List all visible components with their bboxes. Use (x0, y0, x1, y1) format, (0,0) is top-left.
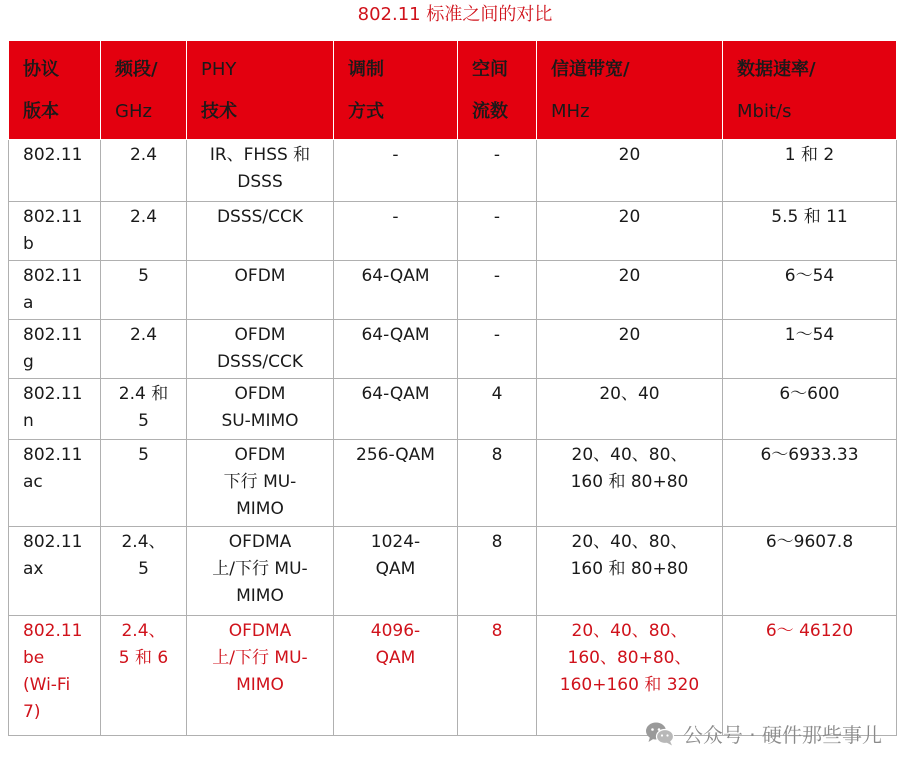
cell-modulation (334, 140, 458, 202)
cell-text-line: 4096- (370, 621, 421, 641)
cell-text-line: 上/下行 MU- (212, 648, 308, 668)
cell-text-line: 802.11 (23, 325, 83, 345)
cell-protocol-version (9, 202, 101, 261)
cell-phy (187, 320, 334, 379)
cell-text-line: OFDM (234, 266, 286, 286)
cell-text-line: IR、FHSS 和 (209, 145, 311, 165)
cell-spatial-streams (458, 440, 537, 527)
cell-text-line: SU-MIMO (221, 411, 299, 431)
cell-band (101, 202, 187, 261)
cell-text-line: 1024- (370, 532, 421, 552)
cell-modulation (334, 320, 458, 379)
cell-spatial-streams (458, 527, 537, 616)
cell-text-line: 802.11 (23, 445, 83, 465)
header-channel-bandwidth: 信道带宽/ MHz (537, 41, 723, 140)
cell-text-line: QAM (375, 648, 416, 668)
cell-text-line: 6～600 (779, 384, 840, 404)
cell-text-line: - (493, 145, 501, 165)
cell-phy (187, 202, 334, 261)
cell-text-line: 20、40 (599, 384, 660, 404)
cell-channel-bandwidth (537, 320, 723, 379)
cell-text-line: 8 (491, 445, 503, 465)
cell-text-line: n (23, 411, 34, 431)
cell-phy (187, 440, 334, 527)
cell-text-line: 5 (138, 559, 149, 579)
cell-modulation (334, 440, 458, 527)
cell-text-line: 6～54 (784, 266, 835, 286)
cell-text-line: 802.11 (23, 621, 83, 641)
cell-text-line: 20、40、80、 (571, 445, 688, 465)
cell-spatial-streams (458, 261, 537, 320)
cell-text-line: a (23, 293, 34, 313)
cell-text-line: 2.4 (129, 145, 158, 165)
cell-channel-bandwidth (537, 379, 723, 440)
cell-text-line: ax (23, 559, 44, 579)
cell-text-line: 8 (491, 621, 503, 641)
cell-text-line: 2.4 (129, 207, 158, 227)
cell-text-line: 20 (618, 266, 641, 286)
cell-text-line: 2.4、 (121, 532, 166, 552)
cell-text-line: (Wi-Fi (23, 675, 71, 695)
cell-text-line: 2.4、 (121, 621, 166, 641)
table-row (9, 616, 897, 736)
cell-phy (187, 261, 334, 320)
cell-data-rate (723, 320, 897, 379)
cell-text-line: - (392, 207, 399, 227)
cell-text-line: 2.4 (129, 325, 158, 345)
cell-text-line: 20 (618, 325, 641, 345)
cell-text-line: 20 (618, 207, 641, 227)
cell-text-line: 1～54 (784, 325, 835, 345)
cell-text-line: 6～9607.8 (765, 532, 854, 552)
cell-spatial-streams (458, 320, 537, 379)
cell-channel-bandwidth (537, 261, 723, 320)
table-header-row (9, 41, 897, 140)
cell-text-line: 802.11 (23, 145, 83, 165)
cell-text-line: 6～6933.33 (760, 445, 859, 465)
cell-modulation (334, 202, 458, 261)
cell-text-line: MIMO (236, 586, 284, 606)
cell-band (101, 261, 187, 320)
cell-band (101, 320, 187, 379)
cell-text-line: g (23, 352, 34, 372)
cell-channel-bandwidth (537, 202, 723, 261)
cell-text-line: b (23, 234, 34, 254)
cell-text-line: OFDMA (228, 532, 292, 552)
cell-protocol-version (9, 320, 101, 379)
cell-text-line: - (493, 266, 501, 286)
cell-text-line: 上/下行 MU- (212, 559, 308, 579)
watermark-text: 公众号 · 硬件那些事儿 (682, 723, 882, 747)
cell-protocol-version (9, 140, 101, 202)
cell-text-line: 4 (491, 384, 503, 404)
cell-text-line: 64-QAM (361, 325, 430, 345)
cell-protocol-version (9, 527, 101, 616)
cell-spatial-streams (458, 140, 537, 202)
cell-text-line: 64-QAM (361, 266, 430, 286)
cell-channel-bandwidth (537, 440, 723, 527)
header-data-rate: 数据速率/ Mbit/s (723, 41, 897, 140)
cell-phy (187, 527, 334, 616)
cell-data-rate (723, 527, 897, 616)
cell-text-line: OFDM (234, 325, 286, 345)
table-row (9, 261, 897, 320)
cell-modulation (334, 379, 458, 440)
cell-text-line: be (23, 648, 45, 668)
cell-text-line: OFDM (234, 384, 286, 404)
cell-text-line: 802.11 (23, 532, 83, 552)
cell-text-line: - (392, 145, 399, 165)
cell-text-line: 64-QAM (361, 384, 430, 404)
cell-text-line: 20 (618, 145, 641, 165)
cell-text-line: MIMO (236, 675, 284, 695)
cell-protocol-version (9, 616, 101, 736)
wechat-icon (645, 721, 675, 747)
cell-text-line: DSSS/CCK (216, 352, 304, 372)
cell-data-rate (723, 140, 897, 202)
cell-channel-bandwidth (537, 140, 723, 202)
cell-text-line: - (493, 325, 501, 345)
cell-text-line: 5 (138, 445, 149, 465)
cell-text-line: 160、80+80、 (567, 648, 692, 668)
cell-text-line: 5 (138, 266, 149, 286)
cell-spatial-streams (458, 202, 537, 261)
cell-text-line: 160+160 和 320 (559, 675, 700, 695)
cell-spatial-streams (458, 616, 537, 736)
header-phy: PHY 技术 (187, 41, 334, 140)
cell-text-line: 160 和 80+80 (570, 472, 689, 492)
cell-band (101, 616, 187, 736)
table-row (9, 320, 897, 379)
cell-modulation (334, 527, 458, 616)
comparison-table (8, 40, 897, 736)
cell-protocol-version (9, 440, 101, 527)
cell-text-line: 下行 MU- (223, 472, 297, 492)
header-protocol-version: 协议 版本 (9, 41, 101, 140)
cell-text-line: 7) (23, 702, 41, 722)
table-row (9, 440, 897, 527)
cell-text-line: 160 和 80+80 (570, 559, 689, 579)
cell-text-line: ac (23, 472, 43, 492)
header-band: 频段/ GHz (101, 41, 187, 140)
cell-modulation (334, 616, 458, 736)
cell-phy (187, 140, 334, 202)
cell-text-line: 8 (491, 532, 503, 552)
cell-data-rate (723, 440, 897, 527)
watermark (645, 719, 882, 748)
cell-text-line: QAM (375, 559, 416, 579)
header-modulation: 调制 方式 (334, 41, 458, 140)
cell-phy (187, 616, 334, 736)
cell-data-rate (723, 261, 897, 320)
cell-protocol-version (9, 261, 101, 320)
cell-modulation (334, 261, 458, 320)
cell-text-line: 802.11 (23, 207, 83, 227)
cell-text-line: - (493, 207, 501, 227)
table-caption: 802.11 标准之间的对比 (357, 4, 553, 25)
table-row (9, 140, 897, 202)
table-row (9, 379, 897, 440)
cell-band (101, 527, 187, 616)
cell-text-line: 802.11 (23, 384, 83, 404)
cell-band (101, 140, 187, 202)
table-row (9, 202, 897, 261)
cell-data-rate (723, 616, 897, 736)
cell-channel-bandwidth (537, 616, 723, 736)
cell-text-line: 1 和 2 (784, 145, 835, 165)
header-spatial-streams: 空间 流数 (458, 41, 537, 140)
cell-text-line: 20、40、80、 (571, 621, 688, 641)
cell-text-line: 6～ 46120 (765, 621, 854, 641)
cell-text-line: DSSS (237, 172, 283, 192)
cell-protocol-version (9, 379, 101, 440)
cell-text-line: 5.5 和 11 (771, 207, 848, 227)
cell-text-line: 20、40、80、 (571, 532, 688, 552)
cell-channel-bandwidth (537, 527, 723, 616)
cell-text-line: MIMO (236, 499, 284, 519)
cell-band (101, 379, 187, 440)
cell-text-line: 2.4 和 (118, 384, 169, 404)
cell-text-line: DSSS/CCK (216, 207, 304, 227)
cell-text-line: OFDM (234, 445, 286, 465)
table-row (9, 527, 897, 616)
cell-data-rate (723, 379, 897, 440)
cell-text-line: 802.11 (23, 266, 83, 286)
cell-data-rate (723, 202, 897, 261)
cell-text-line: 256-QAM (356, 445, 435, 465)
cell-band (101, 440, 187, 527)
cell-text-line: 5 (138, 411, 149, 431)
cell-text-line: 5 和 6 (118, 648, 169, 668)
cell-text-line: OFDMA (228, 621, 292, 641)
cell-spatial-streams (458, 379, 537, 440)
cell-phy (187, 379, 334, 440)
